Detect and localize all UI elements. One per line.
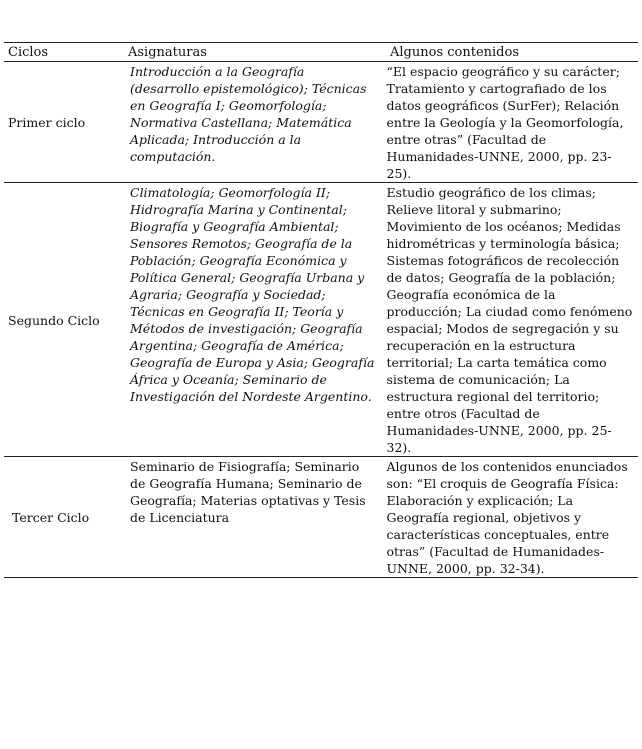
table-row [4,457,638,578]
header-contents: Algunos contenidos [380,43,638,62]
table-header-row [4,43,638,62]
cycle-cell: Tercer Ciclo [4,457,124,578]
cycle-cell: Primer ciclo [4,62,124,183]
subjects-cell: Seminario de Fisiografía; Seminario de Geografía Humana; Seminario de Geografía; Materias optativas y Tesis de Licenciatura [124,457,380,578]
subjects-cell: Introducción a la Geografía (desarrollo epistemológico); Técnicas en Geografía I; Geomorfología; Normativa Castellana; Matemática Aplicada; Introducción a la computación. [124,62,380,183]
header-subjects: Asignaturas [124,43,380,62]
contents-cell: Algunos de los contenidos enunciados son: “El croquis de Geografía Física: Elaboración y explicación; La Geografía regional, objetivos y características conceptuales, entre otras” (Facultad de Humanidades-UNNE, 2000, pp. 32-34). [380,457,638,578]
table-row [4,183,638,457]
header-cycles: Ciclos [4,43,124,62]
contents-cell: Estudio geográfico de los climas; Relieve litoral y submarino; Movimiento de los océanos; Medidas hidrométricas y terminología básica; Sistemas fotográficos de recolección de datos; Geografía de la población; Geografía económica de la producción; La ciudad como fenómeno espacial; Modos de segregación y su recuperación en la estructura territorial; La carta temática como sistema de comunicación; La estructura regional del territorio; entre otros (Facultad de Humanidades-UNNE, 2000, pp. 25-32). [380,183,638,457]
subjects-cell: Climatología; Geomorfología II; Hidrografía Marina y Continental; Biografía y Geografía Ambiental; Sensores Remotos; Geografía de la Población; Geografía Económica y Política General; Geografía Urbana y Agraria; Geografía y Sociedad; Técnicas en Geografía II; Teoría y Métodos de investigación; Geografía Argentina; Geografía de América; Geografía de Europa y Asia; Geografía África y Oceanía; Seminario de Investigación del Nordeste Argentino. [124,183,380,457]
study-plan-table [4,42,638,578]
cycle-cell: Segundo Ciclo [4,183,124,457]
contents-cell: “El espacio geográfico y su carácter; Tratamiento y cartografiado de los datos geográficos (SurFer); Relación entre la Geología y la Geomorfología, entre otras” (Facultad de Humanidades-UNNE, 2000, pp. 23-25). [380,62,638,183]
table-row [4,62,638,183]
